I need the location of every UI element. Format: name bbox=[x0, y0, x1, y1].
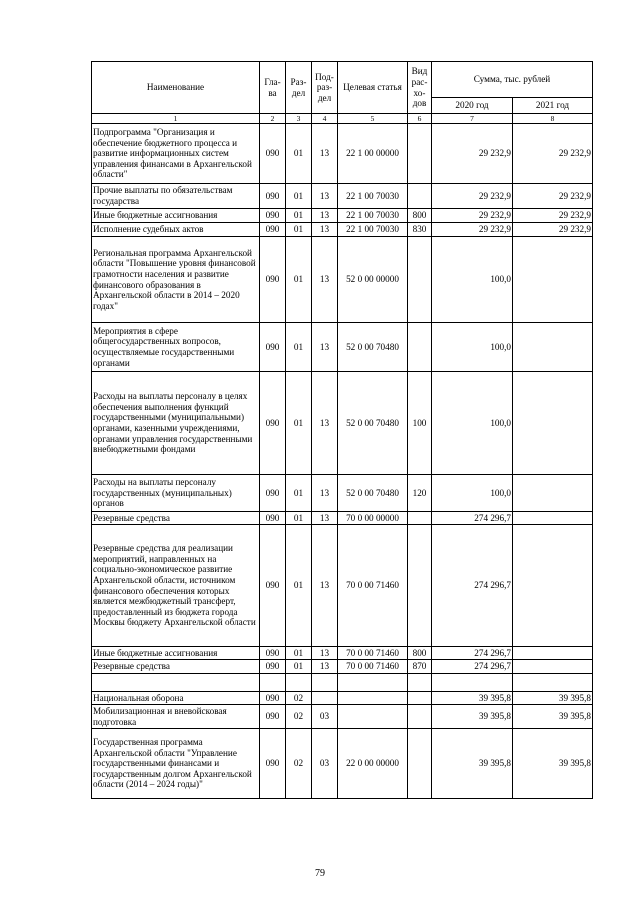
header-year-2021: 2021 год bbox=[513, 98, 593, 114]
row-razdel: 01 bbox=[286, 237, 312, 323]
column-index-cell: 6 bbox=[408, 114, 432, 124]
column-index-cell: 2 bbox=[260, 114, 286, 124]
row-name: Резервные средства bbox=[92, 660, 260, 674]
table-header bbox=[92, 62, 593, 114]
row-podrazdel: 13 bbox=[312, 209, 338, 223]
row-podrazdel: 13 bbox=[312, 647, 338, 660]
row-sum-2020: 274 296,7 bbox=[432, 525, 513, 647]
table-row bbox=[92, 512, 593, 525]
row-sum-2020 bbox=[432, 674, 513, 692]
row-sum-2021 bbox=[513, 660, 593, 674]
row-name: Резервные средства для реализации мероприятий, направленных на социально-экономическое развитие Архангельской области, источником финансового обеспечения которых является межбюджетный трансферт, предоставленный из бюджета города Москвы бюджету Архангельской области bbox=[92, 525, 260, 647]
row-statya: 70 0 00 00000 bbox=[338, 512, 408, 525]
row-sum-2021: 29 232,9 bbox=[513, 124, 593, 184]
row-podrazdel: 13 bbox=[312, 124, 338, 184]
row-sum-2020: 39 395,8 bbox=[432, 729, 513, 799]
budget-table bbox=[91, 61, 593, 799]
row-vid: 100 bbox=[408, 372, 432, 475]
row-glava: 090 bbox=[260, 647, 286, 660]
row-sum-2021 bbox=[513, 237, 593, 323]
row-name: Мероприятия в сфере общегосударственных вопросов, осуществляемые государственными органами bbox=[92, 323, 260, 372]
row-razdel: 01 bbox=[286, 209, 312, 223]
row-name: Мобилизационная и вневойсковая подготовка bbox=[92, 705, 260, 729]
row-sum-2021 bbox=[513, 372, 593, 475]
table-row bbox=[92, 475, 593, 512]
row-sum-2021 bbox=[513, 323, 593, 372]
row-statya: 22 1 00 70030 bbox=[338, 184, 408, 209]
row-glava bbox=[260, 674, 286, 692]
column-index-cell: 5 bbox=[338, 114, 408, 124]
row-statya: 22 1 00 00000 bbox=[338, 124, 408, 184]
row-glava: 090 bbox=[260, 475, 286, 512]
row-name: Подпрограмма "Организация и обеспечение бюджетного процесса и развитие информационных систем управления финансами в Архангельской области" bbox=[92, 124, 260, 184]
column-index-cell: 3 bbox=[286, 114, 312, 124]
table-row bbox=[92, 237, 593, 323]
row-podrazdel: 13 bbox=[312, 512, 338, 525]
row-glava: 090 bbox=[260, 124, 286, 184]
row-sum-2020: 29 232,9 bbox=[432, 124, 513, 184]
row-sum-2020: 274 296,7 bbox=[432, 647, 513, 660]
header-razdel: Раз-дел bbox=[286, 62, 312, 114]
row-name: Резервные средства bbox=[92, 512, 260, 525]
row-podrazdel: 13 bbox=[312, 475, 338, 512]
page-number: 79 bbox=[315, 868, 325, 879]
table-row bbox=[92, 705, 593, 729]
row-vid bbox=[408, 323, 432, 372]
row-name: Региональная программа Архангельской области "Повышение уровня финансовой грамотности населения и развитие финансового образования в Архангельской области в 2014 – 2020 годах" bbox=[92, 237, 260, 323]
row-podrazdel: 13 bbox=[312, 323, 338, 372]
row-sum-2020: 274 296,7 bbox=[432, 512, 513, 525]
header-year-2020: 2020 год bbox=[432, 98, 513, 114]
table-row bbox=[92, 525, 593, 647]
row-razdel: 01 bbox=[286, 512, 312, 525]
header-summa: Сумма, тыс. рублей bbox=[432, 62, 593, 98]
row-sum-2020: 274 296,7 bbox=[432, 660, 513, 674]
row-name: Иные бюджетные ассигнования bbox=[92, 209, 260, 223]
row-glava: 090 bbox=[260, 372, 286, 475]
header-vid: Вид рас-хо-дов bbox=[408, 62, 432, 114]
table-row bbox=[92, 729, 593, 799]
row-statya: 22 0 00 00000 bbox=[338, 729, 408, 799]
row-statya bbox=[338, 705, 408, 729]
row-razdel: 01 bbox=[286, 660, 312, 674]
row-vid: 120 bbox=[408, 475, 432, 512]
row-glava: 090 bbox=[260, 323, 286, 372]
row-razdel: 01 bbox=[286, 184, 312, 209]
row-podrazdel: 03 bbox=[312, 705, 338, 729]
row-razdel bbox=[286, 674, 312, 692]
table-row bbox=[92, 124, 593, 184]
column-index-cell: 7 bbox=[432, 114, 513, 124]
table-row bbox=[92, 184, 593, 209]
table-row bbox=[92, 209, 593, 223]
table-row bbox=[92, 647, 593, 660]
row-glava: 090 bbox=[260, 729, 286, 799]
row-name: Расходы на выплаты персоналу государственных (муниципальных) органов bbox=[92, 475, 260, 512]
row-sum-2021 bbox=[513, 512, 593, 525]
row-podrazdel: 13 bbox=[312, 237, 338, 323]
row-name bbox=[92, 674, 260, 692]
row-vid bbox=[408, 184, 432, 209]
row-sum-2021: 29 232,9 bbox=[513, 209, 593, 223]
row-vid bbox=[408, 729, 432, 799]
row-razdel: 02 bbox=[286, 705, 312, 729]
row-vid bbox=[408, 692, 432, 705]
row-sum-2020: 29 232,9 bbox=[432, 184, 513, 209]
row-podrazdel: 13 bbox=[312, 223, 338, 237]
row-statya: 52 0 00 70480 bbox=[338, 475, 408, 512]
row-name: Национальная оборона bbox=[92, 692, 260, 705]
row-glava: 090 bbox=[260, 512, 286, 525]
table-row bbox=[92, 692, 593, 705]
row-vid bbox=[408, 705, 432, 729]
row-statya: 22 1 00 70030 bbox=[338, 209, 408, 223]
row-vid bbox=[408, 674, 432, 692]
row-statya: 52 0 00 00000 bbox=[338, 237, 408, 323]
row-name: Государственная программа Архангельской области "Управление государственными финансами и государственным долгом Архангельской области (2014 – 2024 годы)" bbox=[92, 729, 260, 799]
row-podrazdel: 03 bbox=[312, 729, 338, 799]
row-statya: 70 0 00 71460 bbox=[338, 660, 408, 674]
column-index-cell: 8 bbox=[513, 114, 593, 124]
row-sum-2021 bbox=[513, 475, 593, 512]
row-statya: 52 0 00 70480 bbox=[338, 372, 408, 475]
row-podrazdel: 13 bbox=[312, 184, 338, 209]
row-glava: 090 bbox=[260, 209, 286, 223]
row-sum-2021: 39 395,8 bbox=[513, 729, 593, 799]
row-razdel: 01 bbox=[286, 323, 312, 372]
row-podrazdel: 13 bbox=[312, 525, 338, 647]
row-razdel: 02 bbox=[286, 729, 312, 799]
row-razdel: 02 bbox=[286, 692, 312, 705]
row-razdel: 01 bbox=[286, 525, 312, 647]
row-sum-2021 bbox=[513, 647, 593, 660]
row-statya: 70 0 00 71460 bbox=[338, 647, 408, 660]
column-index-cell: 1 bbox=[92, 114, 260, 124]
row-razdel: 01 bbox=[286, 223, 312, 237]
row-vid: 830 bbox=[408, 223, 432, 237]
row-vid bbox=[408, 512, 432, 525]
row-razdel: 01 bbox=[286, 647, 312, 660]
row-sum-2020: 100,0 bbox=[432, 475, 513, 512]
header-name: Наименование bbox=[92, 62, 260, 114]
header-statya: Целевая статья bbox=[338, 62, 408, 114]
row-sum-2020: 29 232,9 bbox=[432, 223, 513, 237]
row-sum-2020: 100,0 bbox=[432, 372, 513, 475]
row-podrazdel: 13 bbox=[312, 372, 338, 475]
table-row bbox=[92, 674, 593, 692]
table-row bbox=[92, 223, 593, 237]
row-glava: 090 bbox=[260, 705, 286, 729]
row-sum-2021: 39 395,8 bbox=[513, 692, 593, 705]
row-name: Исполнение судебных актов bbox=[92, 223, 260, 237]
row-sum-2020: 100,0 bbox=[432, 323, 513, 372]
row-podrazdel bbox=[312, 674, 338, 692]
row-statya: 52 0 00 70480 bbox=[338, 323, 408, 372]
row-glava: 090 bbox=[260, 660, 286, 674]
row-podrazdel: 13 bbox=[312, 660, 338, 674]
row-sum-2020: 29 232,9 bbox=[432, 209, 513, 223]
row-sum-2021 bbox=[513, 674, 593, 692]
row-razdel: 01 bbox=[286, 372, 312, 475]
row-vid bbox=[408, 525, 432, 647]
row-name: Иные бюджетные ассигнования bbox=[92, 647, 260, 660]
row-glava: 090 bbox=[260, 184, 286, 209]
row-statya bbox=[338, 692, 408, 705]
row-statya: 22 1 00 70030 bbox=[338, 223, 408, 237]
header-glava: Гла-ва bbox=[260, 62, 286, 114]
row-sum-2020: 39 395,8 bbox=[432, 705, 513, 729]
row-vid bbox=[408, 237, 432, 323]
table-row bbox=[92, 660, 593, 674]
row-vid: 800 bbox=[408, 209, 432, 223]
row-podrazdel bbox=[312, 692, 338, 705]
row-vid: 800 bbox=[408, 647, 432, 660]
table-body bbox=[92, 114, 593, 799]
row-name: Прочие выплаты по обязательствам государства bbox=[92, 184, 260, 209]
row-sum-2020: 100,0 bbox=[432, 237, 513, 323]
row-glava: 090 bbox=[260, 525, 286, 647]
row-sum-2020: 39 395,8 bbox=[432, 692, 513, 705]
row-vid bbox=[408, 124, 432, 184]
row-statya: 70 0 00 71460 bbox=[338, 525, 408, 647]
row-name: Расходы на выплаты персоналу в целях обеспечения выполнения функций государственными (муниципальными) органами, казенными учреждениями, органами управления государственными внебюджетными фондами bbox=[92, 372, 260, 475]
row-sum-2021: 29 232,9 bbox=[513, 223, 593, 237]
column-index-row bbox=[92, 114, 593, 124]
row-sum-2021 bbox=[513, 525, 593, 647]
header-podrazdel: Под-раз-дел bbox=[312, 62, 338, 114]
row-glava: 090 bbox=[260, 237, 286, 323]
table-row bbox=[92, 323, 593, 372]
row-vid: 870 bbox=[408, 660, 432, 674]
row-statya bbox=[338, 674, 408, 692]
row-razdel: 01 bbox=[286, 124, 312, 184]
column-index-cell: 4 bbox=[312, 114, 338, 124]
row-sum-2021: 29 232,9 bbox=[513, 184, 593, 209]
row-sum-2021: 39 395,8 bbox=[513, 705, 593, 729]
row-glava: 090 bbox=[260, 692, 286, 705]
row-glava: 090 bbox=[260, 223, 286, 237]
table-row bbox=[92, 372, 593, 475]
row-razdel: 01 bbox=[286, 475, 312, 512]
